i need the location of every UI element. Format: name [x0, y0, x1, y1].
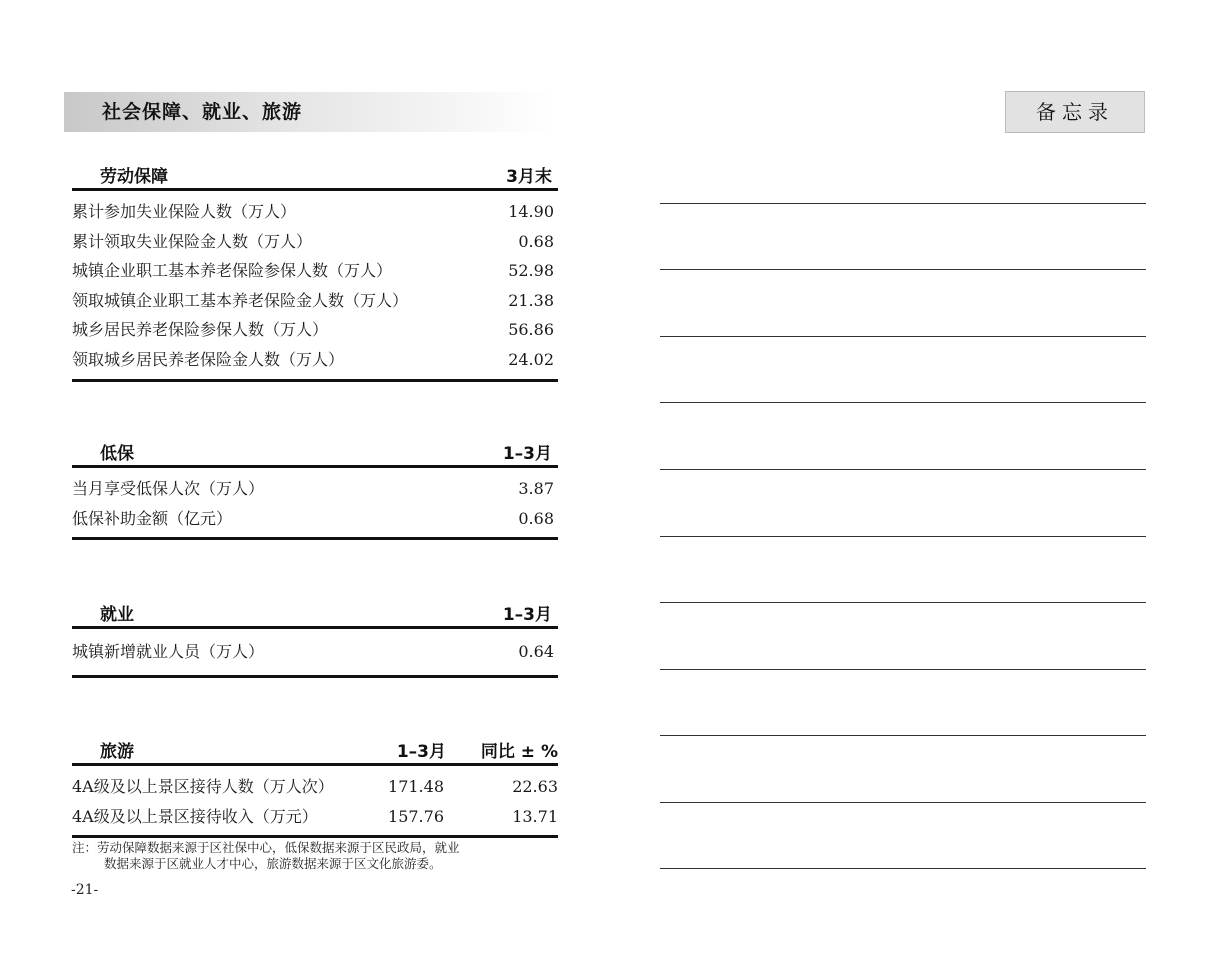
table-row: [72, 345, 558, 375]
tourism-table: [72, 735, 558, 838]
row-label: 城乡居民养老保险参保人数（万人）: [72, 320, 329, 340]
row-label: 领取城乡居民养老保险金人数（万人）: [72, 349, 345, 369]
table-row: [72, 474, 558, 504]
memo-line: [660, 868, 1146, 869]
table-title: 就业: [100, 605, 134, 625]
table-header: [72, 160, 558, 191]
table-row: [72, 286, 558, 316]
labor-security-table: [72, 160, 558, 382]
table-title: 劳动保障: [100, 167, 168, 187]
row-label: 低保补助金额（亿元）: [72, 508, 233, 528]
row-value: 24.02: [508, 349, 554, 369]
row-label: 领取城镇企业职工基本养老保险金人数（万人）: [72, 290, 409, 310]
memo-line: [660, 735, 1146, 736]
row-label: 城镇新增就业人员（万人）: [72, 642, 265, 661]
memo-line: [660, 336, 1146, 337]
row-value: 0.68: [518, 231, 554, 251]
table-row: [72, 772, 558, 802]
employment-table: [72, 598, 558, 678]
table-row: [72, 315, 558, 345]
memo-line: [660, 203, 1146, 204]
row-yoy: 13.71: [512, 806, 558, 826]
memo-line: [660, 802, 1146, 803]
period-header: 1–3月: [396, 742, 446, 762]
page-number: -21-: [71, 882, 99, 898]
row-yoy: 22.63: [512, 777, 558, 796]
row-label: 当月享受低保人次（万人）: [72, 479, 265, 498]
table-row: [72, 227, 558, 257]
table-row: [72, 197, 558, 227]
table-row: [72, 802, 558, 832]
row-value: 52.98: [508, 261, 554, 281]
footnote-line: 注：劳动保障数据来源于区社保中心，低保数据来源于区民政局，就业: [72, 840, 460, 855]
footnote-line: 数据来源于区就业人才中心，旅游数据来源于区文化旅游委。: [104, 856, 442, 871]
row-value: 56.86: [508, 320, 554, 340]
row-value: 171.48: [388, 777, 444, 796]
memo-line: [660, 269, 1146, 270]
table-title: 低保: [100, 444, 134, 464]
period-header: 1–3月: [502, 605, 552, 625]
row-label: 累计领取失业保险金人数（万人）: [72, 231, 313, 251]
row-value: 0.68: [518, 508, 554, 528]
table-title: 旅游: [100, 742, 134, 762]
table-header: [72, 598, 558, 629]
row-label: 4A级及以上景区接待收入（万元）: [72, 806, 318, 826]
table-row: [72, 504, 558, 534]
table-header: [72, 735, 558, 766]
row-value: 21.38: [508, 290, 554, 310]
memo-title: 备忘录: [1005, 91, 1145, 133]
memo-line: [660, 669, 1146, 670]
memo-line: [660, 469, 1146, 470]
table-row: [72, 637, 558, 667]
period-header: 3月末: [506, 167, 552, 187]
dibao-table: [72, 437, 558, 540]
memo-line: [660, 536, 1146, 537]
row-label: 城镇企业职工基本养老保险参保人数（万人）: [72, 261, 393, 281]
yoy-header: 同比 ± %: [480, 742, 558, 762]
row-value: 157.76: [388, 806, 444, 826]
row-label: 累计参加失业保险人数（万人）: [72, 202, 297, 221]
memo-line: [660, 402, 1146, 403]
period-header: 1–3月: [502, 444, 552, 464]
section-banner: [64, 92, 554, 132]
table-header: [72, 437, 558, 468]
row-value: 3.87: [518, 479, 554, 498]
row-label: 4A级及以上景区接待人数（万人次）: [72, 777, 334, 796]
row-value: 14.90: [508, 202, 554, 221]
memo-line: [660, 602, 1146, 603]
section-title: 社会保障、就业、旅游: [102, 101, 303, 123]
table-row: [72, 256, 558, 286]
row-value: 0.64: [518, 642, 554, 661]
footnote: [72, 840, 562, 872]
